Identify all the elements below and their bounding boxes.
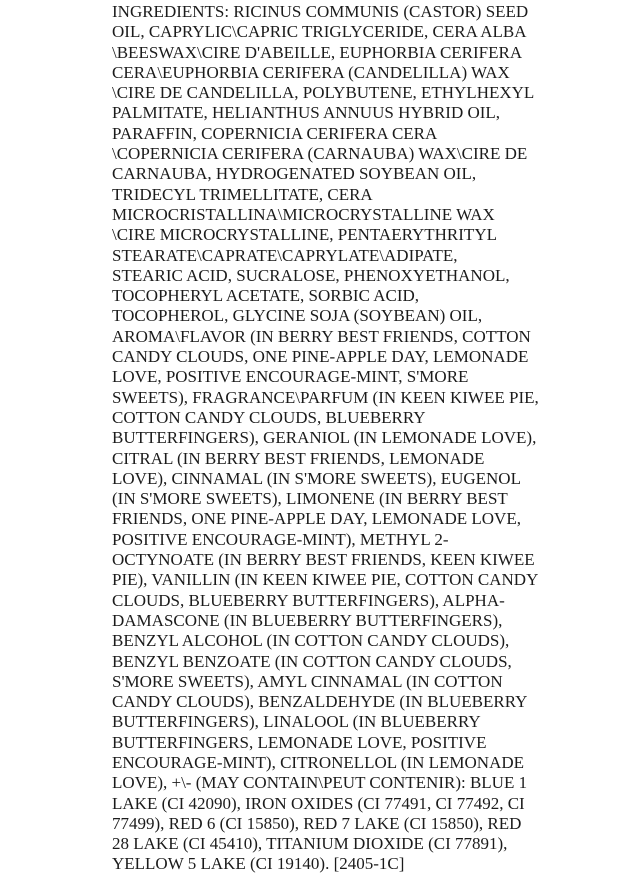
ingredients-line: TOCOPHEROL, GLYCINE SOJA (SOYBEAN) OIL, [112,306,483,326]
ingredients-line: \BEESWAX\CIRE D'ABEILLE, EUPHORBIA CERIFERA [112,42,523,62]
ingredients-line: BUTTERFINGERS), LINALOOL (IN BLUEBERRY [112,712,481,732]
ingredients-line: BUTTERFINGERS), GERANIOL (IN LEMONADE LOVE), [112,428,537,448]
ingredients-line: TOCOPHERYL ACETATE, SORBIC ACID, [112,286,420,306]
ingredients-line: CANDY CLOUDS), BENZALDEHYDE (IN BLUEBERRY [112,692,528,712]
ingredients-line: DAMASCONE (IN BLUEBERRY BUTTERFINGERS), [112,610,503,630]
ingredients-line: LAKE (CI 42090), IRON OXIDES (CI 77491, CI 77492, CI [112,793,525,813]
ingredients-line: (IN S'MORE SWEETS), LIMONENE (IN BERRY BEST [112,489,508,509]
ingredients-line: MICROCRISTALLINA\MICROCRYSTALLINE WAX [112,204,495,224]
ingredients-line: CERA\EUPHORBIA CERIFERA (CANDELILLA) WAX [112,62,510,82]
ingredients-line: CLOUDS, BLUEBERRY BUTTERFINGERS), ALPHA- [112,590,505,610]
ingredients-line: CITRAL (IN BERRY BEST FRIENDS, LEMONADE [112,448,485,468]
ingredients-line: \CIRE MICROCRYSTALLINE, PENTAERYTHRITYL [112,225,497,245]
ingredients-line: S'MORE SWEETS), AMYL CINNAMAL (IN COTTON [112,671,503,691]
ingredients-line: AROMA\FLAVOR (IN BERRY BEST FRIENDS, COTTON [112,326,531,346]
ingredients-line: 28 LAKE (CI 45410), TITANIUM DIOXIDE (CI 77891), [112,834,508,854]
ingredients-line: \COPERNICIA CERIFERA (CARNAUBA) WAX\CIRE DE [112,144,528,164]
ingredients-line: OIL, CAPRYLIC\CAPRIC TRIGLYCERIDE, CERA ALBA [112,22,527,42]
ingredients-line: LOVE, POSITIVE ENCOURAGE-MINT, S'MORE [112,367,469,387]
ingredients-line: BUTTERFINGERS, LEMONADE LOVE, POSITIVE [112,732,487,752]
ingredients-line: 77499), RED 6 (CI 15850), RED 7 LAKE (CI 15850), RED [112,813,522,833]
ingredients-line: INGREDIENTS: RICINUS COMMUNIS (CASTOR) SEED [112,2,529,21]
ingredients-line: PIE), VANILLIN (IN KEEN KIWEE PIE, COTTON CANDY [112,570,539,590]
ingredients-line: ENCOURAGE-MINT), CITRONELLOL (IN LEMONADE [112,752,525,772]
ingredients-line: YELLOW 5 LAKE (CI 19140). [2405-1C] [112,854,405,874]
ingredients-line: CANDY CLOUDS, ONE PINE-APPLE DAY, LEMONADE [112,347,529,367]
ingredients-line: TRIDECYL TRIMELLITATE, CERA [112,184,373,204]
ingredients-line: STEARIC ACID, SUCRALOSE, PHENOXYETHANOL, [112,265,510,285]
ingredients-line: STEARATE\CAPRATE\CAPRYLATE\ADIPATE, [112,245,458,265]
ingredients-line: SWEETS), FRAGRANCE\PARFUM (IN KEEN KIWEE PIE, [112,387,539,407]
ingredients-line: PALMITATE, HELIANTHUS ANNUUS HYBRID OIL, [112,103,501,123]
ingredients-line: PARAFFIN, COPERNICIA CERIFERA CERA [112,123,438,143]
ingredients-line: CARNAUBA, HYDROGENATED SOYBEAN OIL, [112,164,477,184]
ingredients-text-block [112,2,539,875]
ingredients-line: BENZYL BENZOATE (IN COTTON CANDY CLOUDS, [112,651,512,671]
ingredients-line: COTTON CANDY CLOUDS, BLUEBERRY [112,407,426,427]
ingredients-line: POSITIVE ENCOURAGE-MINT), METHYL 2- [112,529,449,549]
ingredients-line: BENZYL ALCOHOL (IN COTTON CANDY CLOUDS), [112,631,510,651]
ingredients-line: OCTYNOATE (IN BERRY BEST FRIENDS, KEEN KIWEE [112,550,535,570]
ingredients-line: \CIRE DE CANDELILLA, POLYBUTENE, ETHYLHEXYL [112,83,535,103]
ingredients-line: LOVE), CINNAMAL (IN S'MORE SWEETS), EUGENOL [112,468,521,488]
ingredients-line: LOVE), +\- (MAY CONTAIN\PEUT CONTENIR): BLUE 1 [112,773,528,793]
ingredients-line: FRIENDS, ONE PINE-APPLE DAY, LEMONADE LOVE, [112,509,521,529]
